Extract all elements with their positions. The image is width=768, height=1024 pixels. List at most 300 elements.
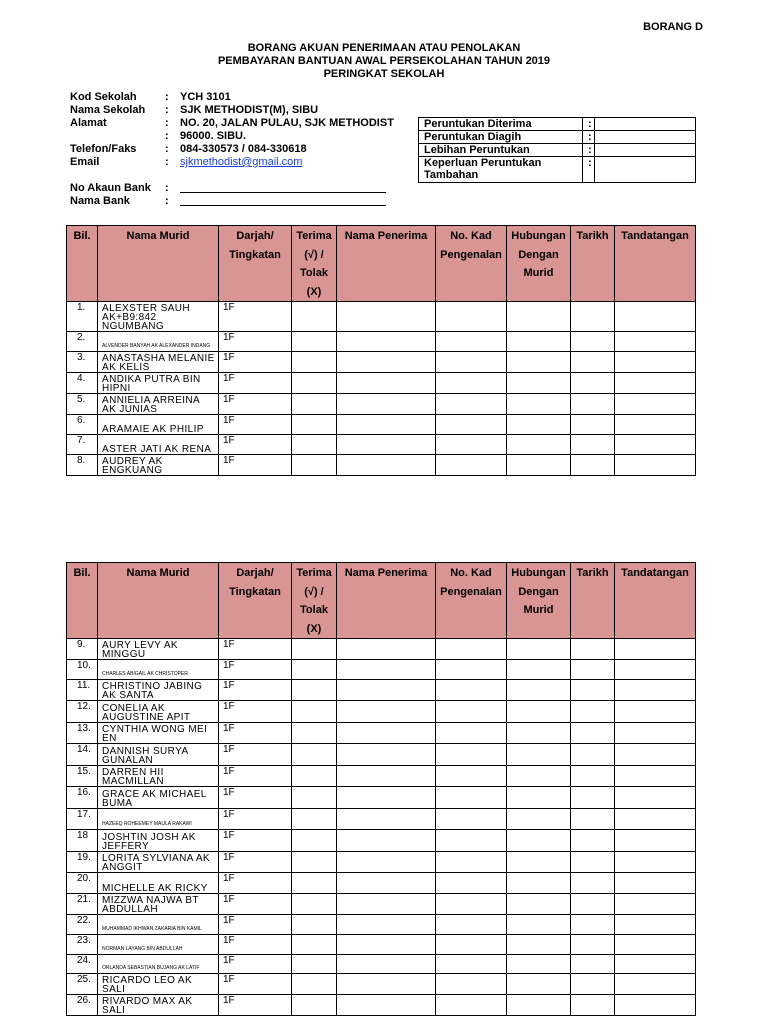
header-tandatangan: Tandatangan	[615, 563, 696, 639]
row-bil: 6.	[67, 415, 98, 435]
hubungan-cell[interactable]	[507, 352, 571, 373]
row-darjah: 1F	[219, 744, 292, 766]
nama-penerima-cell[interactable]	[337, 935, 436, 955]
row-bil: 15.	[67, 766, 98, 787]
header-darjah: Darjah/ Tingkatan	[219, 226, 292, 302]
student-name: ORLANDA SEBASTIAN BUJANG AK LATIF	[98, 955, 219, 974]
terima-cell[interactable]	[292, 766, 337, 787]
terima-cell[interactable]	[292, 873, 337, 894]
tarikh-cell[interactable]	[571, 302, 615, 332]
header-no-kad: No. Kad Pengenalan	[436, 226, 507, 302]
student-name: RICARDO LEO AK SALI	[98, 974, 219, 995]
table-row	[67, 830, 696, 852]
hubungan-cell[interactable]	[507, 394, 571, 415]
student-table-1	[66, 225, 696, 476]
tandatangan-cell[interactable]	[615, 302, 696, 332]
hubungan-cell[interactable]	[507, 974, 571, 995]
no-kad-cell[interactable]	[436, 915, 507, 935]
row-darjah: 1F	[219, 830, 292, 852]
nama-penerima-cell[interactable]	[337, 701, 436, 723]
nama-penerima-cell[interactable]	[337, 455, 436, 476]
table-row	[67, 852, 696, 873]
hubungan-cell[interactable]	[507, 852, 571, 873]
telefon-colon: :	[165, 143, 169, 155]
row-darjah: 1F	[219, 639, 292, 660]
nama-sekolah-label: Nama Sekolah	[70, 104, 146, 116]
row-bil: 18	[67, 830, 98, 852]
hubungan-cell[interactable]	[507, 723, 571, 744]
email-link[interactable]: sjkmethodist@gmail.com	[180, 156, 303, 168]
alloc-colon: :	[583, 118, 595, 131]
tarikh-cell[interactable]	[571, 935, 615, 955]
tandatangan-cell[interactable]	[615, 415, 696, 435]
row-bil: 16.	[67, 787, 98, 809]
row-darjah: 1F	[219, 394, 292, 415]
kod-sekolah-label: Kod Sekolah	[70, 91, 137, 103]
tarikh-cell[interactable]	[571, 894, 615, 915]
terima-cell[interactable]	[292, 809, 337, 830]
table-row	[67, 701, 696, 723]
table-row	[67, 915, 696, 935]
no-kad-cell[interactable]	[436, 809, 507, 830]
table-row	[67, 955, 696, 974]
tarikh-cell[interactable]	[571, 455, 615, 476]
row-bil: 24.	[67, 955, 98, 974]
row-bil: 14.	[67, 744, 98, 766]
row-bil: 23.	[67, 935, 98, 955]
tarikh-cell[interactable]	[571, 680, 615, 701]
no-kad-cell[interactable]	[436, 680, 507, 701]
tandatangan-cell[interactable]	[615, 701, 696, 723]
student-name: MICHELLE AK RICKY	[98, 873, 219, 894]
student-name: GRACE AK MICHAEL BUMA	[98, 787, 219, 809]
hubungan-cell[interactable]	[507, 455, 571, 476]
tarikh-cell[interactable]	[571, 787, 615, 809]
alloc-colon: :	[583, 131, 595, 144]
nama-penerima-cell[interactable]	[337, 660, 436, 680]
header-tarikh: Tarikh	[571, 563, 615, 639]
student-name: NORMAN LAYANG BIN ABDULLAH	[98, 935, 219, 955]
nama-penerima-cell[interactable]	[337, 373, 436, 394]
email-label: Email	[70, 156, 100, 168]
header-tandatangan: Tandatangan	[615, 226, 696, 302]
tandatangan-cell[interactable]	[615, 660, 696, 680]
no-kad-cell[interactable]	[436, 935, 507, 955]
hubungan-cell[interactable]	[507, 830, 571, 852]
header-nama-murid: Nama Murid	[98, 226, 219, 302]
row-darjah: 1F	[219, 701, 292, 723]
bank-label: Nama Bank	[70, 195, 130, 207]
alloc-label-diterima: Peruntukan Diterima	[419, 118, 583, 131]
tandatangan-cell[interactable]	[615, 766, 696, 787]
student-name: CYNTHIA WONG MEI EN	[98, 723, 219, 744]
row-bil: 13.	[67, 723, 98, 744]
nama-penerima-cell[interactable]	[337, 995, 436, 1016]
alamat-colon-2: :	[165, 130, 169, 142]
no-kad-cell[interactable]	[436, 435, 507, 455]
tarikh-cell[interactable]	[571, 852, 615, 873]
hubungan-cell[interactable]	[507, 873, 571, 894]
no-kad-cell[interactable]	[436, 955, 507, 974]
terima-cell[interactable]	[292, 701, 337, 723]
hubungan-cell[interactable]	[507, 935, 571, 955]
table-row	[67, 660, 696, 680]
nama-penerima-cell[interactable]	[337, 332, 436, 352]
tandatangan-cell[interactable]	[615, 873, 696, 894]
header-tarikh: Tarikh	[571, 226, 615, 302]
alamat-line2: 96000. SIBU.	[180, 130, 247, 142]
nama-penerima-cell[interactable]	[337, 352, 436, 373]
row-bil: 10.	[67, 660, 98, 680]
student-name: CHARLES ABIGAIL AK CHRISTOPER	[98, 660, 219, 680]
student-name: ANASTASHA MELANIE AK KELIS	[98, 352, 219, 373]
nama-penerima-cell[interactable]	[337, 974, 436, 995]
form-title-line2: PEMBAYARAN BANTUAN AWAL PERSEKOLAHAN TAHUN 2019	[217, 55, 551, 67]
no-kad-cell[interactable]	[436, 394, 507, 415]
table-row	[67, 894, 696, 915]
no-kad-cell[interactable]	[436, 995, 507, 1016]
hubungan-cell[interactable]	[507, 995, 571, 1016]
nama-penerima-cell[interactable]	[337, 852, 436, 873]
nama-penerima-cell[interactable]	[337, 809, 436, 830]
table-row	[67, 873, 696, 894]
telefon-value: 084-330573 / 084-330618	[180, 143, 307, 155]
terima-cell[interactable]	[292, 680, 337, 701]
tandatangan-cell[interactable]	[615, 935, 696, 955]
terima-cell[interactable]	[292, 332, 337, 352]
row-darjah: 1F	[219, 680, 292, 701]
terima-cell[interactable]	[292, 995, 337, 1016]
hubungan-cell[interactable]	[507, 332, 571, 352]
tandatangan-cell[interactable]	[615, 352, 696, 373]
row-darjah: 1F	[219, 660, 292, 680]
nama-penerima-cell[interactable]	[337, 787, 436, 809]
table-row	[67, 352, 696, 373]
tarikh-cell[interactable]	[571, 915, 615, 935]
alloc-value-diterima[interactable]	[595, 118, 696, 131]
row-darjah: 1F	[219, 974, 292, 995]
student-table-2	[66, 562, 696, 1016]
tarikh-cell[interactable]	[571, 639, 615, 660]
table-row	[67, 415, 696, 435]
tarikh-cell[interactable]	[571, 435, 615, 455]
terima-cell[interactable]	[292, 373, 337, 394]
table-row	[67, 766, 696, 787]
student-name: CONELIA AK AUGUSTINE APIT	[98, 701, 219, 723]
row-bil: 25.	[67, 974, 98, 995]
table-row	[67, 373, 696, 394]
tarikh-cell[interactable]	[571, 809, 615, 830]
alloc-value-diagih[interactable]	[595, 131, 696, 144]
student-name: CHRISTINO JABING AK SANTA	[98, 680, 219, 701]
row-darjah: 1F	[219, 352, 292, 373]
tandatangan-cell[interactable]	[615, 723, 696, 744]
row-bil: 7.	[67, 435, 98, 455]
alamat-label: Alamat	[70, 117, 107, 129]
hubungan-cell[interactable]	[507, 809, 571, 830]
nama-penerima-cell[interactable]	[337, 435, 436, 455]
student-name: ANNIELIA ARREINA AK JUNIAS	[98, 394, 219, 415]
table-row	[67, 995, 696, 1016]
student-name: ALVENDER BANYAH AK ALEXANDER INDANG	[98, 332, 219, 352]
tandatangan-cell[interactable]	[615, 332, 696, 352]
tarikh-cell[interactable]	[571, 701, 615, 723]
terima-cell[interactable]	[292, 394, 337, 415]
no-kad-cell[interactable]	[436, 894, 507, 915]
row-bil: 26.	[67, 995, 98, 1016]
row-bil: 19.	[67, 852, 98, 873]
nama-penerima-cell[interactable]	[337, 394, 436, 415]
no-kad-cell[interactable]	[436, 852, 507, 873]
no-kad-cell[interactable]	[436, 639, 507, 660]
table-row	[67, 394, 696, 415]
row-darjah: 1F	[219, 455, 292, 476]
tandatangan-cell[interactable]	[615, 809, 696, 830]
row-bil: 22.	[67, 915, 98, 935]
row-darjah: 1F	[219, 955, 292, 974]
header-nama-murid: Nama Murid	[98, 563, 219, 639]
tarikh-cell[interactable]	[571, 766, 615, 787]
terima-cell[interactable]	[292, 935, 337, 955]
nama-penerima-cell[interactable]	[337, 955, 436, 974]
student-name: MUHAMMAD IKHWAN ZAKARIA BIN KAMIL	[98, 915, 219, 935]
tandatangan-cell[interactable]	[615, 455, 696, 476]
row-darjah: 1F	[219, 809, 292, 830]
nama-colon: :	[165, 104, 169, 116]
tandatangan-cell[interactable]	[615, 787, 696, 809]
nama-penerima-cell[interactable]	[337, 680, 436, 701]
nama-penerima-cell[interactable]	[337, 302, 436, 332]
hubungan-cell[interactable]	[507, 955, 571, 974]
terima-cell[interactable]	[292, 455, 337, 476]
header-terima: Terima (√) / Tolak (X)	[292, 563, 337, 639]
nama-penerima-cell[interactable]	[337, 723, 436, 744]
header-darjah: Darjah/ Tingkatan	[219, 563, 292, 639]
tandatangan-cell[interactable]	[615, 680, 696, 701]
tarikh-cell[interactable]	[571, 873, 615, 894]
table-row	[67, 332, 696, 352]
nama-penerima-cell[interactable]	[337, 830, 436, 852]
row-bil: 2.	[67, 332, 98, 352]
terima-cell[interactable]	[292, 723, 337, 744]
row-bil: 21.	[67, 894, 98, 915]
akaun-input-line[interactable]	[180, 192, 386, 193]
terima-cell[interactable]	[292, 852, 337, 873]
hubungan-cell[interactable]	[507, 435, 571, 455]
row-darjah: 1F	[219, 894, 292, 915]
row-bil: 1.	[67, 302, 98, 332]
no-kad-cell[interactable]	[436, 873, 507, 894]
header-nama-penerima: Nama Penerima	[337, 563, 436, 639]
no-kad-cell[interactable]	[436, 723, 507, 744]
student-name: ASTER JATI AK RENA	[98, 435, 219, 455]
form-code: BORANG D	[643, 21, 703, 33]
tarikh-cell[interactable]	[571, 830, 615, 852]
nama-penerima-cell[interactable]	[337, 915, 436, 935]
table-row	[67, 744, 696, 766]
tandatangan-cell[interactable]	[615, 639, 696, 660]
tarikh-cell[interactable]	[571, 974, 615, 995]
terima-cell[interactable]	[292, 915, 337, 935]
row-darjah: 1F	[219, 435, 292, 455]
alloc-label-keperluan: Keperluan Peruntukan Tambahan	[419, 157, 583, 183]
tandatangan-cell[interactable]	[615, 394, 696, 415]
header-bil: Bil.	[67, 226, 98, 302]
student-name: ALEXSTER SAUH AK+B9:842 NGUMBANG	[98, 302, 219, 332]
bank-input-line[interactable]	[180, 205, 386, 206]
nama-penerima-cell[interactable]	[337, 639, 436, 660]
hubungan-cell[interactable]	[507, 701, 571, 723]
student-name: AURY LEVY AK MINGGU	[98, 639, 219, 660]
row-darjah: 1F	[219, 852, 292, 873]
no-kad-cell[interactable]	[436, 830, 507, 852]
terima-cell[interactable]	[292, 974, 337, 995]
row-darjah: 1F	[219, 915, 292, 935]
alloc-colon: :	[583, 144, 595, 157]
tandatangan-cell[interactable]	[615, 974, 696, 995]
no-kad-cell[interactable]	[436, 415, 507, 435]
student-name: DARREN HII MACMILLAN	[98, 766, 219, 787]
tarikh-cell[interactable]	[571, 660, 615, 680]
alloc-label-diagih: Peruntukan Diagih	[419, 131, 583, 144]
hubungan-cell[interactable]	[507, 744, 571, 766]
tandatangan-cell[interactable]	[615, 915, 696, 935]
hubungan-cell[interactable]	[507, 415, 571, 435]
no-kad-cell[interactable]	[436, 332, 507, 352]
tandatangan-cell[interactable]	[615, 830, 696, 852]
hubungan-cell[interactable]	[507, 766, 571, 787]
student-name: RIVARDO MAX AK SALI	[98, 995, 219, 1016]
tarikh-cell[interactable]	[571, 415, 615, 435]
tarikh-cell[interactable]	[571, 955, 615, 974]
tandatangan-cell[interactable]	[615, 894, 696, 915]
terima-cell[interactable]	[292, 787, 337, 809]
hubungan-cell[interactable]	[507, 639, 571, 660]
alloc-label-lebihan: Lebihan Peruntukan	[419, 144, 583, 157]
hubungan-cell[interactable]	[507, 787, 571, 809]
tandatangan-cell[interactable]	[615, 373, 696, 394]
row-darjah: 1F	[219, 787, 292, 809]
nama-penerima-cell[interactable]	[337, 873, 436, 894]
no-kad-cell[interactable]	[436, 766, 507, 787]
akaun-colon: :	[165, 182, 169, 194]
no-kad-cell[interactable]	[436, 974, 507, 995]
table-row	[67, 639, 696, 660]
row-bil: 4.	[67, 373, 98, 394]
terima-cell[interactable]	[292, 660, 337, 680]
no-kad-cell[interactable]	[436, 744, 507, 766]
tandatangan-cell[interactable]	[615, 995, 696, 1016]
tarikh-cell[interactable]	[571, 744, 615, 766]
table-row	[67, 680, 696, 701]
table-row	[67, 787, 696, 809]
header-hubungan: Hubungan Dengan Murid	[507, 563, 571, 639]
hubungan-cell[interactable]	[507, 660, 571, 680]
row-bil: 12.	[67, 701, 98, 723]
tarikh-cell[interactable]	[571, 352, 615, 373]
no-kad-cell[interactable]	[436, 455, 507, 476]
telefon-label: Telefon/Faks	[70, 143, 137, 155]
row-bil: 5.	[67, 394, 98, 415]
student-name: ARAMAIE AK PHILIP	[98, 415, 219, 435]
tarikh-cell[interactable]	[571, 332, 615, 352]
student-name: HAZEEQ ROHEEMEY MAULA RAKAWI	[98, 809, 219, 830]
form-title-line1: BORANG AKUAN PENERIMAAN ATAU PENOLAKAN	[247, 42, 521, 54]
student-name: AUDREY AK ENGKUANG	[98, 455, 219, 476]
terima-cell[interactable]	[292, 352, 337, 373]
no-kad-cell[interactable]	[436, 302, 507, 332]
student-name: MIZZWA NAJWA BT ABDULLAH	[98, 894, 219, 915]
header-no-kad: No. Kad Pengenalan	[436, 563, 507, 639]
no-kad-cell[interactable]	[436, 352, 507, 373]
row-darjah: 1F	[219, 935, 292, 955]
nama-sekolah-value: SJK METHODIST(M), SIBU	[180, 104, 319, 116]
table-row	[67, 974, 696, 995]
tandatangan-cell[interactable]	[615, 435, 696, 455]
tarikh-cell[interactable]	[571, 394, 615, 415]
tandatangan-cell[interactable]	[615, 955, 696, 974]
allocation-table	[418, 117, 696, 183]
nama-penerima-cell[interactable]	[337, 415, 436, 435]
alloc-value-keperluan[interactable]	[595, 157, 696, 183]
no-kad-cell[interactable]	[436, 701, 507, 723]
row-bil: 17.	[67, 809, 98, 830]
table-row	[67, 935, 696, 955]
terima-cell[interactable]	[292, 639, 337, 660]
row-bil: 11.	[67, 680, 98, 701]
terima-cell[interactable]	[292, 894, 337, 915]
table-row	[67, 809, 696, 830]
row-darjah: 1F	[219, 332, 292, 352]
alamat-colon: :	[165, 117, 169, 129]
terima-cell[interactable]	[292, 302, 337, 332]
nama-penerima-cell[interactable]	[337, 894, 436, 915]
no-kad-cell[interactable]	[436, 373, 507, 394]
row-darjah: 1F	[219, 302, 292, 332]
student-name: DANNISH SURYA GUNALAN	[98, 744, 219, 766]
terima-cell[interactable]	[292, 830, 337, 852]
hubungan-cell[interactable]	[507, 894, 571, 915]
terima-cell[interactable]	[292, 955, 337, 974]
alloc-colon: :	[583, 157, 595, 183]
hubungan-cell[interactable]	[507, 915, 571, 935]
hubungan-cell[interactable]	[507, 302, 571, 332]
header-nama-penerima: Nama Penerima	[337, 226, 436, 302]
tarikh-cell[interactable]	[571, 723, 615, 744]
nama-penerima-cell[interactable]	[337, 766, 436, 787]
table-row	[67, 455, 696, 476]
bank-colon: :	[165, 195, 169, 207]
tandatangan-cell[interactable]	[615, 852, 696, 873]
tarikh-cell[interactable]	[571, 373, 615, 394]
student-name: JOSHTIN JOSH AK JEFFERY	[98, 830, 219, 852]
no-kad-cell[interactable]	[436, 787, 507, 809]
no-kad-cell[interactable]	[436, 660, 507, 680]
alloc-value-lebihan[interactable]	[595, 144, 696, 157]
hubungan-cell[interactable]	[507, 373, 571, 394]
tarikh-cell[interactable]	[571, 995, 615, 1016]
student-name: ANDIKA PUTRA BIN HIPNI	[98, 373, 219, 394]
terima-cell[interactable]	[292, 744, 337, 766]
header-terima: Terima (√) / Tolak (X)	[292, 226, 337, 302]
nama-penerima-cell[interactable]	[337, 744, 436, 766]
terima-cell[interactable]	[292, 415, 337, 435]
terima-cell[interactable]	[292, 435, 337, 455]
tandatangan-cell[interactable]	[615, 744, 696, 766]
header-hubungan: Hubungan Dengan Murid	[507, 226, 571, 302]
form-title-line3: PERINGKAT SEKOLAH	[323, 68, 445, 80]
hubungan-cell[interactable]	[507, 680, 571, 701]
